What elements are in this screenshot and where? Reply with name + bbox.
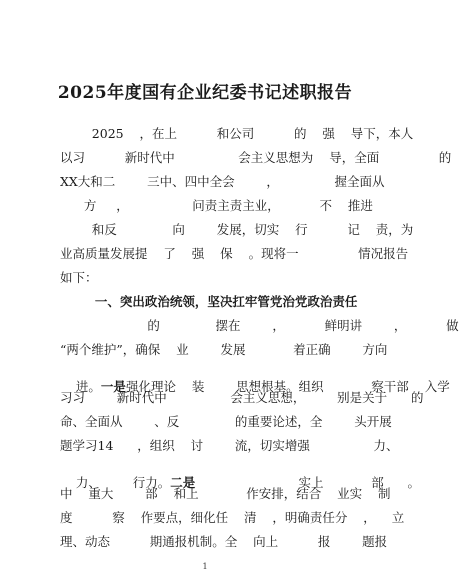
section1-line-1: 的 摆在 ， 鲜明讲 ， 做 <box>60 318 459 333</box>
section1-line-3-start: 进。 <box>75 378 101 394</box>
section1-line-9: 度 察 作要点，细化任 清 ，明确责任分 ， 立 <box>60 510 405 525</box>
document-title: 2025年度国有企业纪委书记述职报告 <box>57 83 353 103</box>
section1-line-4: 习习 新时代中 会主义思想， 别是关于 的 <box>60 390 424 405</box>
section1-line-2: “两个维护”，确保 业 发展 着正确 方向 <box>60 342 388 357</box>
paragraph-line-5: 和反 向 发展，切实 行 记 责，为 <box>60 222 414 237</box>
paragraph-line-4: 方 ， 问责主责主业， 不 推进 <box>60 198 373 213</box>
section1-line-10: 理、动态 期通报机制。全 向上 报 题报 <box>60 534 388 549</box>
section1-line-6: 题学习14 ，组织 讨 流，切实增强 力、 <box>60 438 399 453</box>
paragraph-line-1: 2025 ，在上 和公司 的 强 导下，本人 <box>60 126 414 141</box>
paragraph-line-2: 以习 新时代中 会主义思想为 导，全面 的 <box>60 150 452 165</box>
page-number: 1 <box>202 562 208 571</box>
paragraph-line-3: XX大和二 三中、四中全会 ， 握全面从 <box>60 174 385 189</box>
paragraph-line-6: 业高质量发展提 了 强 保 。现将一 情况报告 <box>60 246 409 261</box>
section-heading-1: 一、突出政治统领，坚决扛牢管党治党政治责任 <box>60 294 358 309</box>
bold-marker-one: 一是 <box>100 378 126 394</box>
section1-line-3-rest: 强化理论 装 思想根基。组织 察干部 入学 <box>125 378 450 394</box>
section1-line-7-rest: 实上 部 。 <box>195 474 421 490</box>
section1-line-7-start: 力、 行力。 <box>75 474 171 490</box>
section1-line-8: 中 重大 部 和上 作安排，结合 业实 制 <box>60 486 391 501</box>
section1-line-5: 命、全面从 、反 的重要论述，全 头开展 <box>60 414 392 429</box>
paragraph-line-7: 如下： <box>60 270 98 285</box>
bold-marker-two: 二是 <box>170 474 196 490</box>
